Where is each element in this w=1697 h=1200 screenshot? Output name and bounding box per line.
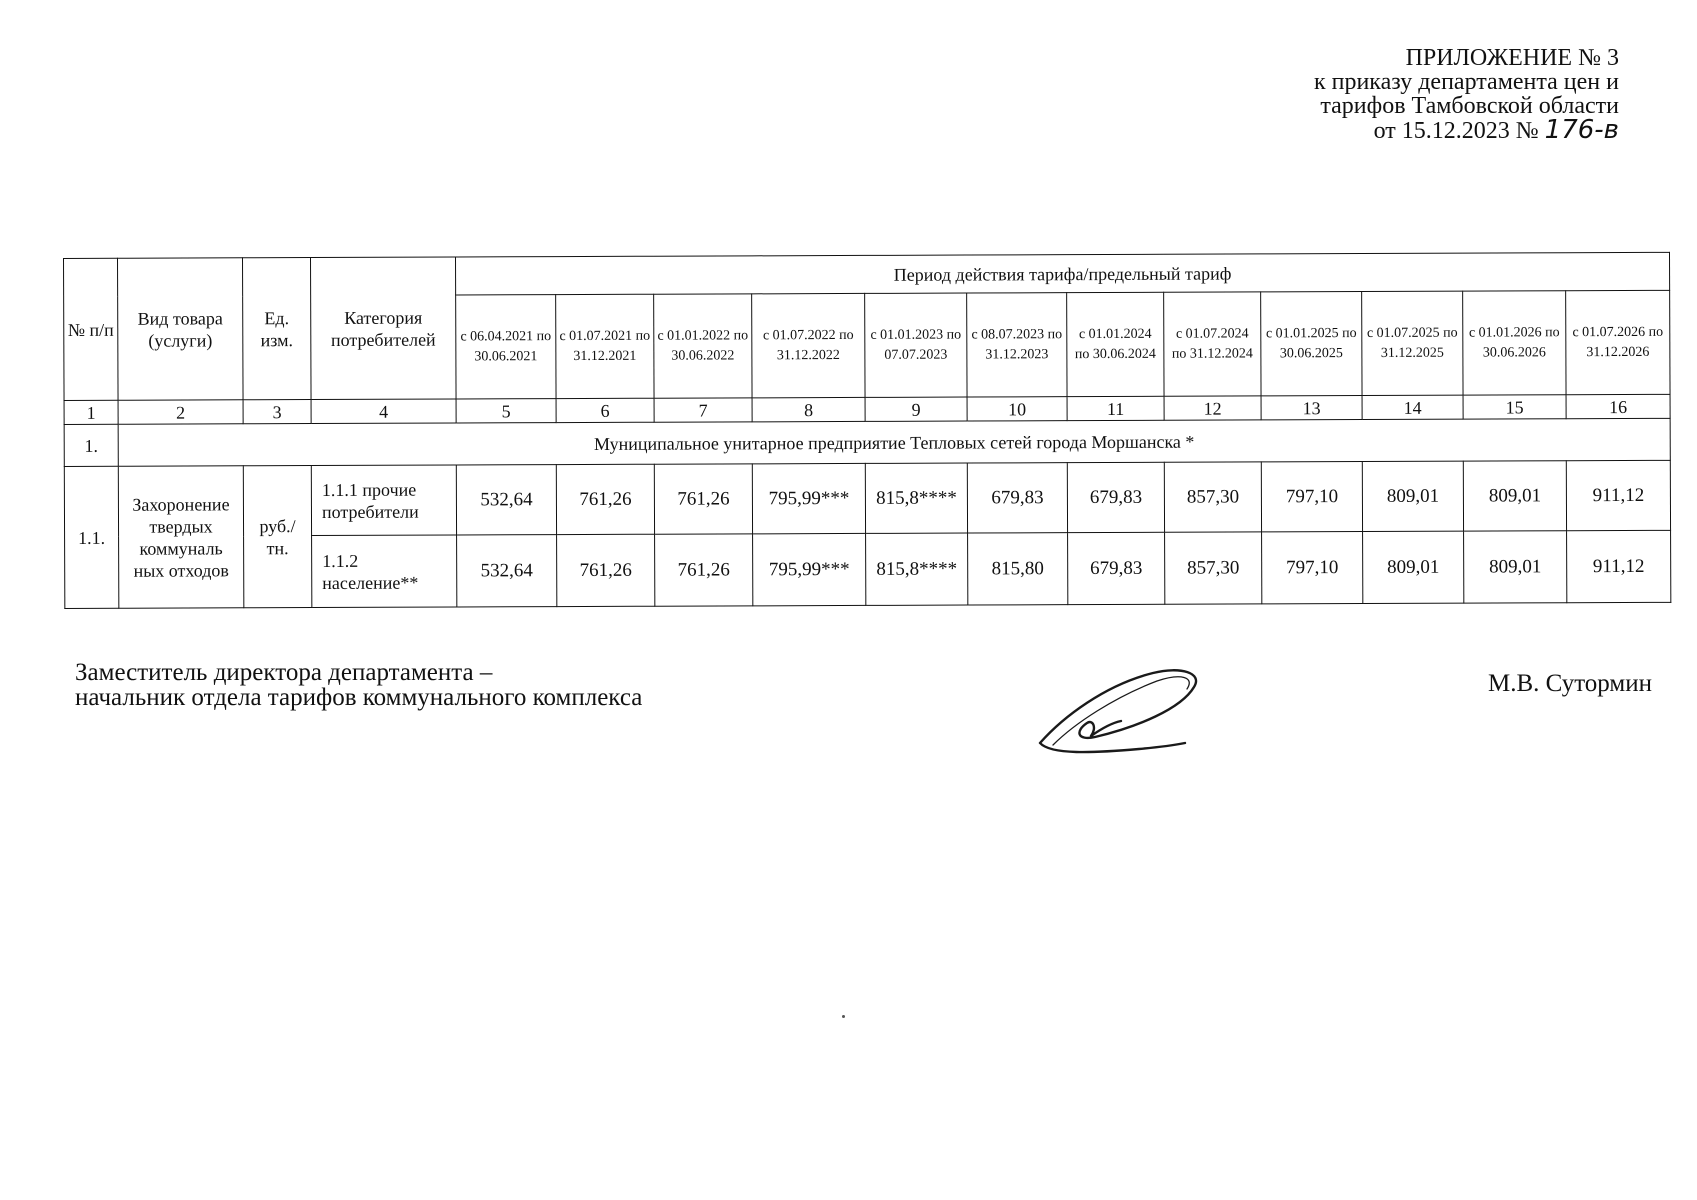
signatory-position bbox=[75, 660, 642, 710]
period-header: с 01.01.2026 по 30.06.2026 bbox=[1463, 291, 1566, 395]
column-number: 14 bbox=[1362, 395, 1463, 419]
header-unit: Ед. изм. bbox=[243, 258, 312, 400]
appendix-header bbox=[1314, 46, 1619, 143]
tariff-value: 532,64 bbox=[457, 535, 557, 607]
column-number: 10 bbox=[967, 397, 1067, 421]
order-number-handwritten: 176-в bbox=[1544, 115, 1619, 145]
column-number: 6 bbox=[556, 398, 654, 422]
appendix-department-line: тарифов Тамбовской области bbox=[1320, 93, 1619, 119]
tariff-value: 761,26 bbox=[655, 534, 753, 606]
tariff-value: 911,12 bbox=[1566, 460, 1670, 530]
signatory-name: М.В. Сутормин bbox=[1487, 670, 1652, 697]
scan-speck bbox=[842, 1015, 845, 1018]
item-product: Захоронение твердых коммуналь ных отходов bbox=[118, 466, 244, 608]
tariff-value: 795,99*** bbox=[753, 533, 866, 605]
column-number: 8 bbox=[752, 397, 865, 421]
tariff-value: 797,10 bbox=[1261, 462, 1362, 532]
period-header: с 01.01.2025 по 30.06.2025 bbox=[1261, 292, 1362, 396]
column-number: 9 bbox=[865, 397, 967, 421]
tariff-value: 809,01 bbox=[1362, 461, 1463, 531]
column-number: 1 bbox=[64, 400, 118, 424]
period-header: с 01.07.2022 по 31.12.2022 bbox=[752, 293, 865, 397]
tariff-value: 857,30 bbox=[1164, 462, 1261, 532]
section-title: Муниципальное унитарное предприятие Тепловых сетей города Моршанска * bbox=[118, 418, 1670, 466]
appendix-date-line bbox=[1314, 115, 1619, 145]
header-product: Вид товара (услуги) bbox=[118, 258, 244, 400]
header-period-group: Период действия тарифа/предельный тариф bbox=[455, 252, 1669, 295]
tariff-value: 797,10 bbox=[1262, 532, 1363, 604]
tariff-value: 532,64 bbox=[456, 465, 556, 535]
appendix-order-line: к приказу департамента цен и bbox=[1313, 69, 1619, 95]
item-unit: руб./ тн. bbox=[243, 466, 312, 608]
handwritten-signature bbox=[1035, 665, 1210, 765]
column-number: 2 bbox=[118, 400, 243, 424]
period-header: с 08.07.2023 по 31.12.2023 bbox=[967, 293, 1067, 397]
column-number: 11 bbox=[1067, 396, 1164, 420]
tariff-value: 911,12 bbox=[1567, 530, 1671, 602]
column-number: 13 bbox=[1261, 396, 1362, 420]
column-number: 7 bbox=[654, 398, 752, 422]
appendix-date: от 15.12.2023 № bbox=[1373, 118, 1545, 144]
tariff-value: 809,01 bbox=[1363, 531, 1464, 603]
category-cell: 1.1.1 прочие потребители bbox=[311, 465, 456, 536]
appendix-title: ПРИЛОЖЕНИЕ № 3 bbox=[1405, 45, 1619, 71]
period-header: с 01.07.2026 по 31.12.2026 bbox=[1566, 290, 1670, 394]
period-header: с 01.01.2023 по 07.07.2023 bbox=[865, 293, 967, 397]
category-cell: 1.1.2 население** bbox=[312, 535, 457, 608]
tariff-value: 809,01 bbox=[1463, 461, 1566, 531]
tariff-table bbox=[63, 252, 1671, 609]
column-number: 15 bbox=[1463, 395, 1566, 419]
column-number: 12 bbox=[1164, 396, 1261, 420]
tariff-value: 679,83 bbox=[1068, 532, 1165, 604]
column-number: 16 bbox=[1566, 394, 1670, 418]
header-category: Категория потребителей bbox=[311, 257, 457, 400]
item-number: 1.1. bbox=[64, 466, 119, 608]
column-number: 4 bbox=[311, 399, 456, 424]
period-header: с 01.01.2024 по 30.06.2024 bbox=[1067, 292, 1164, 396]
header-num: № п/п bbox=[64, 258, 119, 400]
tariff-value: 761,26 bbox=[557, 534, 655, 606]
column-number: 5 bbox=[456, 399, 556, 423]
period-header: с 06.04.2021 по 30.06.2021 bbox=[456, 295, 556, 399]
period-header: с 01.07.2024 по 31.12.2024 bbox=[1164, 292, 1261, 396]
tariff-value: 761,26 bbox=[654, 464, 752, 534]
tariff-value: 795,99*** bbox=[752, 463, 865, 533]
tariff-value: 809,01 bbox=[1464, 531, 1567, 603]
period-header: с 01.01.2022 по 30.06.2022 bbox=[654, 294, 752, 398]
tariff-value: 679,83 bbox=[967, 463, 1067, 533]
tariff-value: 815,8**** bbox=[865, 463, 967, 533]
tariff-value: 761,26 bbox=[556, 464, 654, 534]
signatory-position-line1: Заместитель директора департамента – bbox=[75, 659, 493, 686]
signatory-position-line2: начальник отдела тарифов коммунального комплекса bbox=[75, 684, 643, 711]
tariff-value: 815,8**** bbox=[866, 533, 968, 605]
section-number: 1. bbox=[64, 424, 118, 466]
tariff-value: 679,83 bbox=[1067, 462, 1164, 532]
period-header: с 01.07.2025 по 31.12.2025 bbox=[1362, 291, 1463, 395]
tariff-value: 815,80 bbox=[968, 533, 1068, 605]
column-number: 3 bbox=[243, 400, 311, 424]
tariff-value: 857,30 bbox=[1165, 532, 1262, 604]
period-header: с 01.07.2021 по 31.12.2021 bbox=[556, 294, 654, 398]
